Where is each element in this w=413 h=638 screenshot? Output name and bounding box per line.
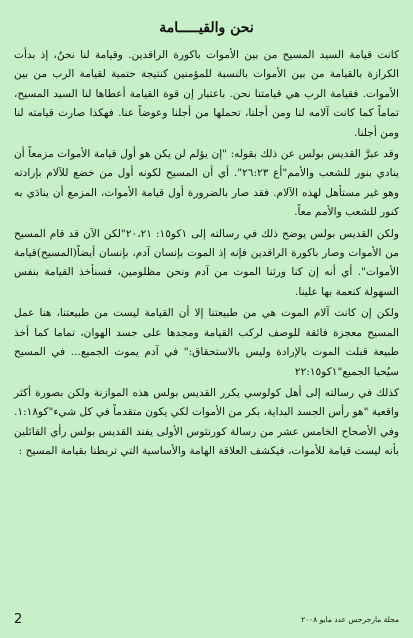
paragraph-3: ولكن القديس بولس يوضح ذلك في رسالته إلى ١كو١٥: ٢٠،٢١"لكن الآن قد قام المسيح من الأموات وصار باكورة الراقدين فإنه إذ الموت بإنسان آدم، بإنسان أيضاً(المسيح)قيامة الأموات". أي أنه إن كنا ورثنا الموت من آدم ونحن مظلومين، فسنأخذ القيامة بنفس السهولة كنعمة بها علينا. bbox=[14, 227, 399, 298]
paragraph-4: ولكن إن كانت آلام الموت هي من طبيعتنا إلا أن القيامة ليست من طبيعتنا، هنا عمل المسيح معجزة فائقة للوصف لركب القيامة ومجدها على جسد الهوان، تماما كما أخذ طبيعة قبلت الموت بالإرادة وليس بالاستحقاق:" في آدم يموت الجميع... في المسيح سيُحيا الجميع"١كو٢٢:١٥ bbox=[14, 307, 399, 378]
paragraph-5: كذلك في رسالته إلى أهل كولوسي يكرر القديس بولس هذه الموازنة ولكن بصورة أكثر واقعية "هو رأس الجسد البداية، بكر من الأموات لكي يكون متقدماً في كل شيء"كو١:١٨. وفي الأصحاح الخامس عشر من رسالة كورنثوس الأولى يفند القديس بولس رأي القائلين بأنه ليست قيامة للأموات، فيكشف العلاقة الهامة والأساسية التي تربطنا بقيامة المسيح : bbox=[14, 386, 399, 458]
page-footer bbox=[14, 610, 399, 628]
article-body bbox=[14, 46, 399, 462]
footer-source: مجلة مارجرجس عدد مايو ٢٠٠٨ bbox=[301, 614, 399, 624]
paragraph-2: وقد عبرَّ القديس بولس عن ذلك بقوله: "إن يؤلم لن يكن هو أول قيامة الأموات مزمعاً أن ينادي بنور للشعب والأمم"أع ٢٦:٢٣". أي أن المسيح لكونه أول من خضع للآلام بإرادته وهو غير مستأهل لهذه الآلام. فقد صار بالضرورة أول قيامة الأموات، المزمع أن ينادَي به كنور للشعب والأمم معاً. bbox=[14, 148, 399, 219]
paragraph-1: كانت قيامة السيد المسيح من بين الأموات باكورة الراقدين. وقيامة لنا نحنُ، إذ بدأت الكرازة بالقيامة من بين الأموات بالنسبة للمؤمنين كنتيجة حتمية لقيامة الرب من بين الأموات. فقيامة الرب هي قيامتنا نحن. باعتبار إن قوة القيامة أعطاها لنا السيد المسيح، تماماً كما كانت آلامه لنا ومن أجلنا، تحملها من أجلنا وعوضاً عنا. فهكذا صارت قيامته لنا ومن أجلنا. bbox=[14, 49, 399, 139]
page-title: نحن والقيـــــامة bbox=[159, 20, 254, 36]
page-number: 2 bbox=[14, 611, 23, 627]
